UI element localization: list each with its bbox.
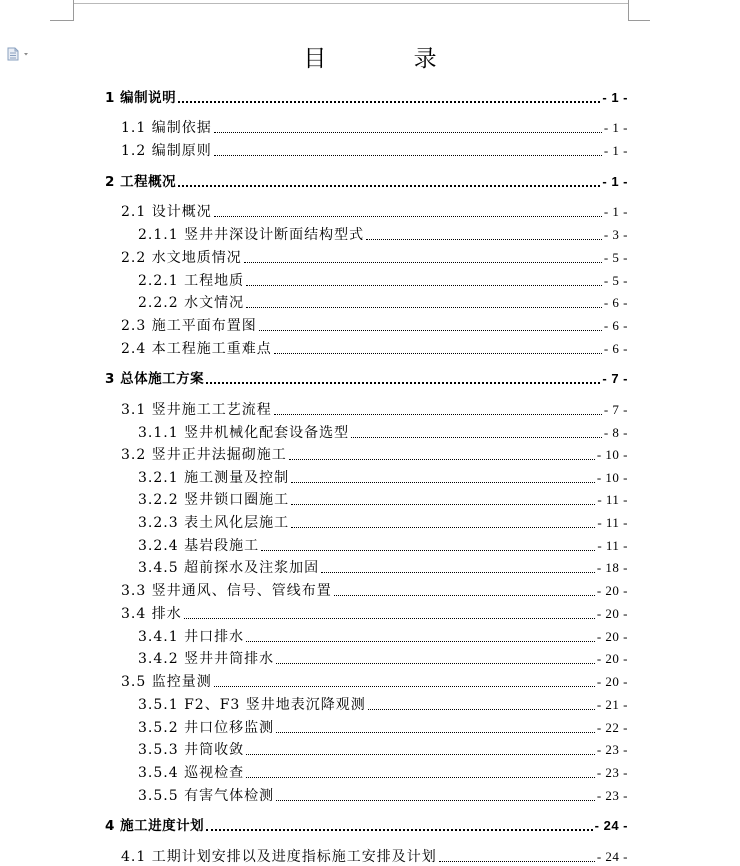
toc-dot-leader [246,285,602,286]
toc-entry[interactable] [138,424,628,442]
toc-entry[interactable] [121,340,628,358]
toc-entry[interactable] [121,203,628,221]
toc-entry-label: 2.2.2 水文情况 [138,295,245,311]
toc-dot-leader [274,353,602,354]
toc-entry-page: - 21 - [596,697,628,712]
toc-entry[interactable] [138,469,628,487]
toc-entry[interactable] [121,249,628,267]
toc-entry-page: - 5 - [603,250,628,265]
toc-entry[interactable] [121,848,628,866]
toc-entry-page: - 11 - [597,492,628,507]
toc-dot-leader [368,709,595,710]
toc-dot-leader [259,330,602,331]
toc-dot-leader [206,382,600,384]
toc-entry-page: - 6 - [603,295,628,310]
toc-entry-label: 2.2 水文地质情况 [121,250,242,266]
toc-dot-leader [246,641,595,642]
toc-entry[interactable] [138,741,628,759]
toc-dot-leader [244,262,602,263]
toc-entry-label: 2.2.1 工程地质 [138,273,245,289]
toc-entry-label: 3.4.5 超前探水及注浆加固 [138,560,320,576]
toc-entry[interactable] [121,142,628,160]
toc-entry-page: - 1 - [603,204,628,219]
toc-entry-page: - 6 - [603,341,628,356]
toc-entry-label: 3 总体施工方案 [105,371,205,387]
toc-dot-leader [276,800,595,801]
toc-entry-label: 3.4.2 竖井井筒排水 [138,651,275,667]
toc-dot-leader [291,527,595,528]
toc-entry-page: - 11 - [597,538,628,553]
toc-entry-label: 3.1.1 竖井机械化配套设备选型 [138,425,350,441]
toc-dot-leader [276,663,595,664]
toc-dot-leader [206,829,593,831]
toc-entry[interactable] [138,272,628,290]
toc-entry[interactable] [138,650,628,668]
toc-entry-page: - 8 - [603,425,628,440]
toc-dot-leader [439,861,595,862]
toc-entry[interactable] [138,226,628,244]
toc-entry-page: - 22 - [596,720,628,735]
toc-dot-leader [291,482,595,483]
toc-entry[interactable] [138,719,628,737]
toc-entry-label: 1.2 编制原则 [121,143,212,159]
toc-dot-leader [214,216,602,217]
toc-entry-page: - 23 - [596,742,628,757]
toc-entry-page: - 24 - [594,818,628,833]
toc-entry-label: 3.5.1 F2、F3 竖井地表沉降观测 [138,697,366,713]
toc-dot-leader [184,618,595,619]
toc-entry-page: - 20 - [596,651,628,666]
toc-entry-label: 3.5.2 井口位移监测 [138,720,275,736]
toc-dot-leader [246,754,595,755]
toc-entry[interactable] [105,817,628,835]
toc-entry-label: 4 施工进度计划 [105,818,205,834]
corner-mark-top-right-v [628,0,629,20]
toc-entry[interactable] [121,446,628,464]
toc-dot-leader [178,101,600,103]
toc-entry[interactable] [138,628,628,646]
toc-entry[interactable] [138,537,628,555]
toc-entry-label: 2.1 设计概况 [121,204,212,220]
toc-dot-leader [246,777,595,778]
corner-mark-top-left-h [50,20,74,21]
toc-entry-page: - 10 - [596,470,628,485]
toc-entry[interactable] [138,764,628,782]
toc-entry[interactable] [121,673,628,691]
toc-dot-leader [274,414,602,415]
toc-entry[interactable] [138,514,628,532]
toc-entry-page: - 20 - [596,629,628,644]
toc-entry-label: 3.2.2 竖井锁口圈施工 [138,492,290,508]
toc-dot-leader [366,239,602,240]
page-top-rule [74,3,628,4]
corner-mark-top-right-h [628,20,650,21]
toc-entry-page: - 20 - [596,583,628,598]
toc-dot-leader [178,185,600,187]
toc-title: 目 录 [303,46,477,72]
toc-entry-label: 3.2.1 施工测量及控制 [138,470,290,486]
toc-entry[interactable] [121,605,628,623]
toc-entry-label: 4.1 工期计划安排以及进度指标施工安排及计划 [121,849,437,865]
toc-entry-page: - 7 - [602,371,628,386]
toc-entry-page: - 7 - [603,402,628,417]
toc-dot-leader [351,437,602,438]
toc-entry-label: 3.2 竖井正井法掘砌施工 [121,447,287,463]
toc-dot-leader [214,686,595,687]
toc-entry-page: - 1 - [603,143,628,158]
toc-entry-label: 3.4.1 井口排水 [138,629,245,645]
toc-dot-leader [289,459,595,460]
toc-entry-label: 1 编制说明 [105,90,177,106]
toc-entry-page: - 1 - [603,120,628,135]
toc-entry-label: 3.2.3 表土风化层施工 [138,515,290,531]
toc-entry-page: - 6 - [603,318,628,333]
toc-entry-page: - 20 - [596,606,628,621]
toc-entry[interactable] [138,491,628,509]
toc-entry-label: 2.1.1 竖井井深设计断面结构型式 [138,227,365,243]
toc-entry[interactable] [105,370,628,388]
toc-entry[interactable] [105,89,628,107]
toc-entry-label: 3.5.5 有害气体检测 [138,788,275,804]
toc-entry[interactable] [138,294,628,312]
toc-dot-leader [321,572,595,573]
toc-entry-page: - 20 - [596,674,628,689]
toc-entry-page: - 5 - [603,273,628,288]
toc-entry-page: - 18 - [596,560,628,575]
toc-entry-label: 3.5 监控量测 [121,674,212,690]
toc-entry-label: 2 工程概况 [105,174,177,190]
toc-entry[interactable] [121,119,628,137]
toc-entry[interactable] [138,696,628,714]
toc-dot-leader [214,155,602,156]
toc-entry-page: - 1 - [602,174,628,189]
toc-entry-label: 2.3 施工平面布置图 [121,318,257,334]
toc-entry[interactable] [121,317,628,335]
toc-entry-page: - 3 - [603,227,628,242]
toc-entry-label: 1.1 编制依据 [121,120,212,136]
toc-entry[interactable] [138,559,628,577]
toc-entry-label: 3.5.3 井筒收敛 [138,742,245,758]
toc-dot-leader [291,504,595,505]
toc-entry-page: - 23 - [596,765,628,780]
toc-entry-label: 2.4 本工程施工重难点 [121,341,272,357]
toc-dot-leader [246,307,602,308]
toc-dot-leader [214,132,602,133]
toc-entry-label: 3.3 竖井通风、信号、管线布置 [121,583,332,599]
toc-entry[interactable] [121,401,628,419]
toc-entry-page: - 24 - [596,849,628,864]
toc-dot-leader [334,595,595,596]
toc-entry-label: 3.1 竖井施工工艺流程 [121,402,272,418]
toc-dot-leader [261,550,595,551]
toc-entry-label: 3.5.4 巡视检查 [138,765,245,781]
toc-entry-label: 3.4 排水 [121,606,182,622]
toc-entry[interactable] [121,582,628,600]
toc-entry-page: - 10 - [596,447,628,462]
toc-entry-page: - 11 - [597,515,628,530]
toc-entry-label: 3.2.4 基岩段施工 [138,538,260,554]
toc-dot-leader [276,732,595,733]
toc-entry[interactable] [138,787,628,805]
toc-entry-page: - 23 - [596,788,628,803]
toc-entry-page: - 1 - [602,90,628,105]
toc-entry[interactable] [105,173,628,191]
